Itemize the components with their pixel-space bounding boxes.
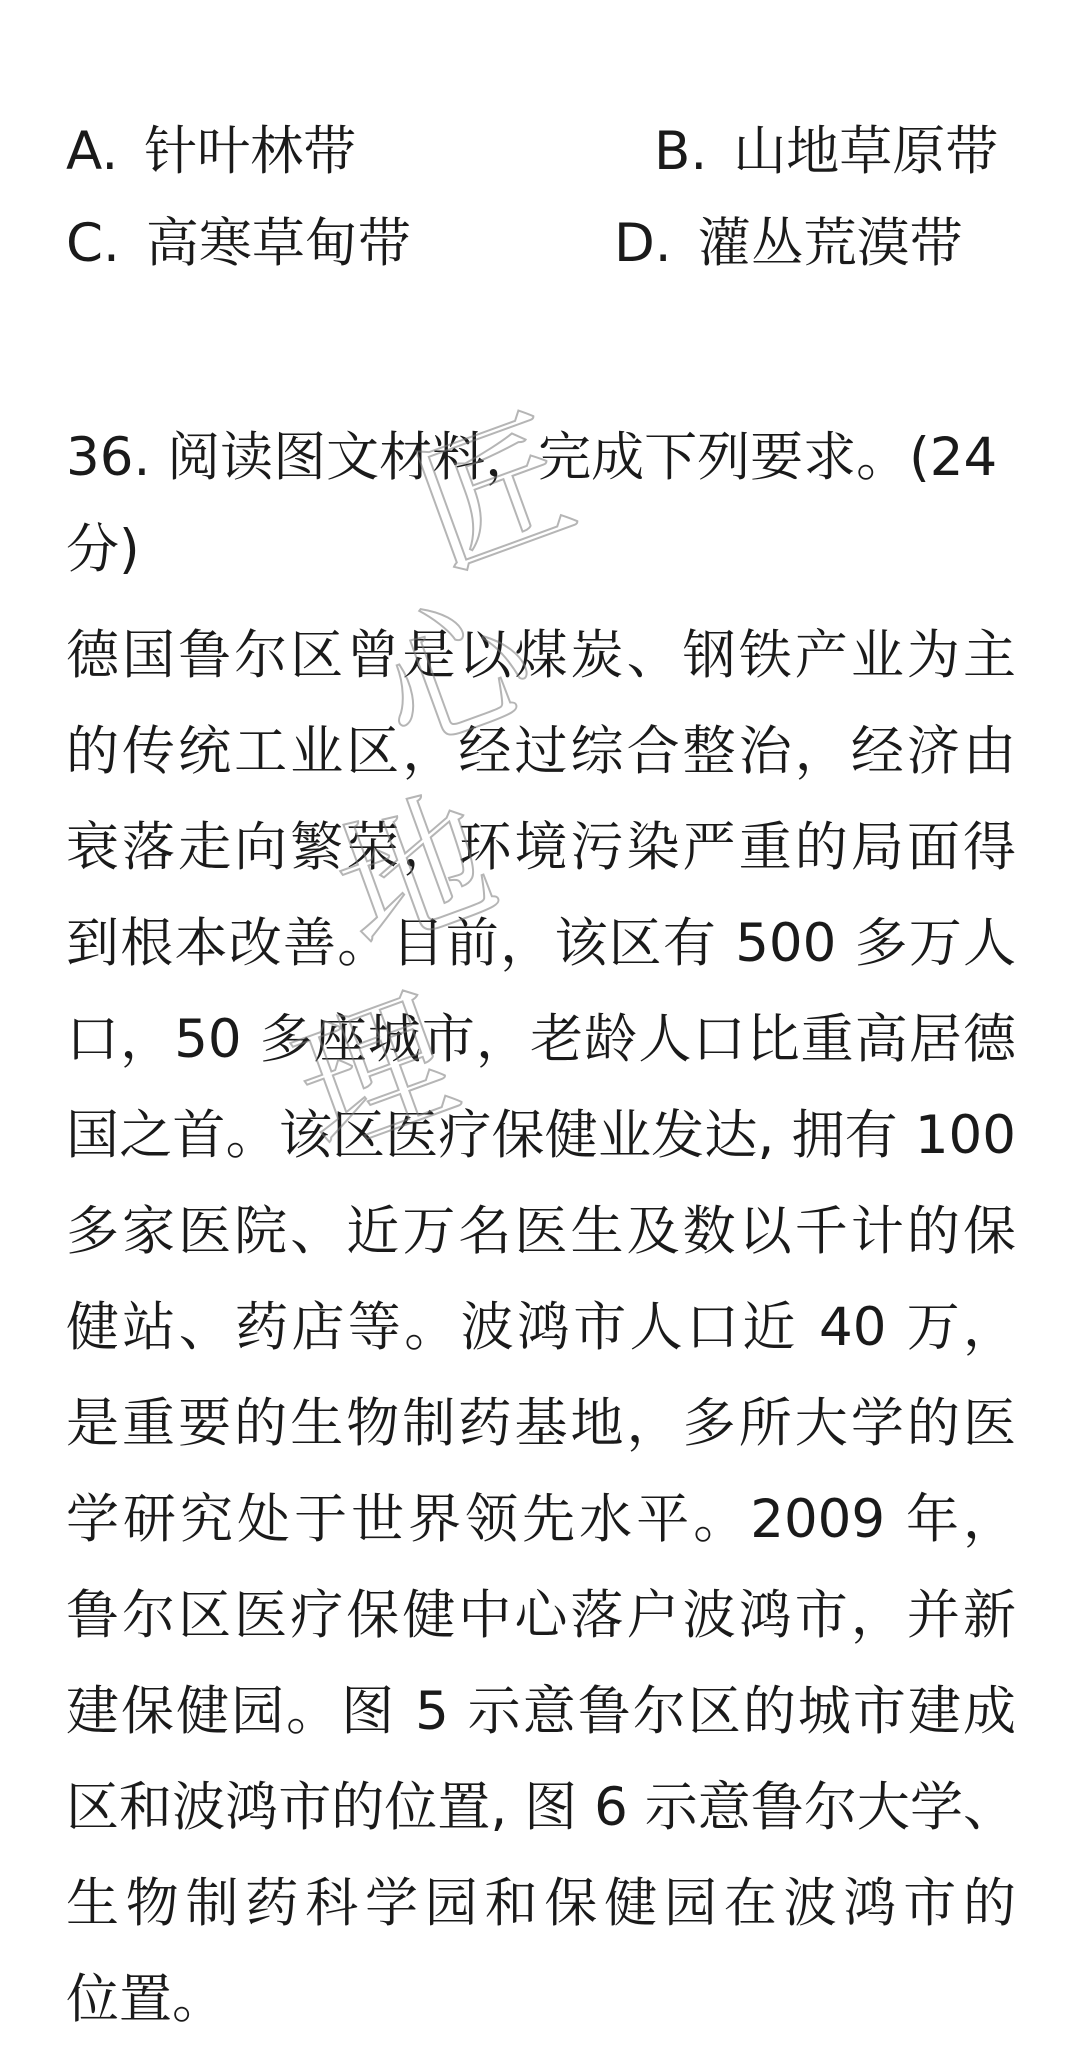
passage-line: 的传统工业区，经过综合整治，经济由 xyxy=(66,721,1016,782)
watermark-char: 理 xyxy=(274,967,476,1183)
passage-line: 鲁尔区医疗保健中心落户波鸿市，并新 xyxy=(66,1585,1016,1646)
option-d[interactable] xyxy=(614,212,963,276)
option-a-text: 针叶林带 xyxy=(144,121,357,182)
option-c-text: 高寒草甸带 xyxy=(145,213,411,274)
passage-line: 生物制药科学园和保健园在波鸿市的 xyxy=(66,1873,1016,1934)
passage-line: 到根本改善。目前，该区有 500 多万人 xyxy=(66,913,1016,974)
passage-line: 是重要的生物制药基地，多所大学的医 xyxy=(66,1393,1016,1454)
passage-line: 德国鲁尔区曾是以煤炭、钢铁产业为主 xyxy=(66,625,1016,686)
option-b[interactable] xyxy=(654,120,998,184)
option-a[interactable] xyxy=(66,120,356,184)
passage-line: 位置。 xyxy=(66,1969,225,2030)
option-b-letter: B. xyxy=(654,121,708,182)
passage-line: 建保健园。图 5 示意鲁尔区的城市建成 xyxy=(66,1681,1016,1742)
passage-line: 口，50 多座城市，老龄人口比重高居德 xyxy=(66,1009,1016,1070)
passage-line: 国之首。该区医疗保健业发达, 拥有 100 xyxy=(66,1105,1016,1166)
passage-line: 多家医院、近万名医生及数以千计的保 xyxy=(66,1201,1016,1262)
question-heading: 36. 阅读图文材料，完成下列要求。(24分) xyxy=(66,427,998,580)
option-c-letter: C. xyxy=(66,213,120,274)
option-b-text: 山地草原带 xyxy=(733,121,999,182)
watermark-char: 匠 xyxy=(394,387,596,603)
passage-line: 衰落走向繁荣，环境污染严重的局面得 xyxy=(66,817,1016,878)
passage xyxy=(66,608,1016,2048)
passage-line: 区和波鸿市的位置, 图 6 示意鲁尔大学、 xyxy=(66,1777,1016,1838)
passage-line: 学研究处于世界领先水平。2009 年， xyxy=(66,1489,1016,1550)
option-d-text: 灌丛荒漠带 xyxy=(697,213,963,274)
watermark-char: 地 xyxy=(314,767,516,983)
option-d-letter: D. xyxy=(614,213,672,274)
option-a-letter: A. xyxy=(66,121,119,182)
watermark-char: 心 xyxy=(354,567,556,783)
option-c[interactable] xyxy=(66,212,411,276)
passage-line: 健站、药店等。波鸿市人口近 40 万， xyxy=(66,1297,1016,1358)
